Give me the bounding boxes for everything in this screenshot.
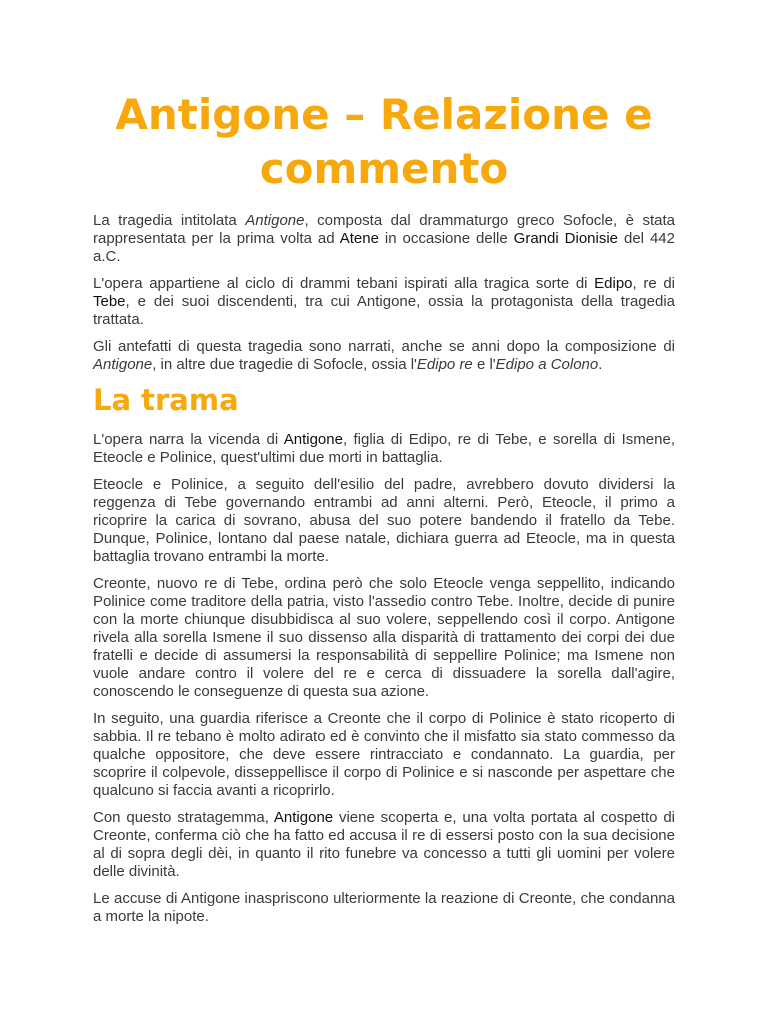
trama-paragraph-3: Creonte, nuovo re di Tebe, ordina però che solo Eteocle venga seppellito, indicando Polinice come traditore della patria, visto l'assedio contro Tebe. Inoltre, decide di punire con la morte chiunque disubbidisca al suo volere, seppellendo così il corpo. Antigone rivela alla sorella Ismene il suo dissenso alla disparità di trattamento dei corpi dei due fratelli e decide di assumersi la responsabilità di seppellire Polinice; ma Ismene non vuole andare contro il volere del re e cerca di dissuadere la sorella dall'agire, conoscendo le conseguenze di questa sua azione.	[93, 575, 675, 700]
trama-paragraph-4: In seguito, una guardia riferisce a Creonte che il corpo di Polinice è stato ricoperto di sabbia. Il re tebano è molto adirato ed è convinto che il misfatto sia stato commesso da qualche oppositore, che deve essere rintracciato e condannato. La guardia, per scoprire il colpevole, disseppellisce il corpo di Polinice e si nasconde per aspettare che qualcuno si faccia avanti a ricoprirlo.	[93, 710, 675, 799]
trama-paragraph-6: Le accuse di Antigone inaspriscono ulteriormente la reazione di Creonte, che condanna a morte la nipote.	[93, 890, 675, 925]
text: del 442 a.C.	[93, 230, 675, 265]
text: La tragedia intitolata	[93, 212, 246, 229]
italic-title: Edipo re	[416, 356, 473, 373]
italic-title: Antigone	[245, 212, 305, 229]
link-atene[interactable]: Atene	[339, 230, 379, 247]
text: , re di	[632, 275, 675, 292]
intro-paragraph-2	[93, 275, 675, 329]
text: L'opera narra la vicenda di	[93, 431, 284, 448]
trama-paragraph-5	[93, 809, 675, 881]
section-heading-trama: La trama	[93, 383, 239, 417]
link-antigone[interactable]: Antigone	[273, 809, 334, 826]
text: Gli antefatti di questa tragedia sono narrati, anche se anni dopo la composizione di	[93, 338, 675, 355]
trama-paragraph-1	[93, 431, 675, 467]
text: , composta dal drammaturgo greco Sofocle, è stata rappresentata per la prima volta ad	[93, 212, 675, 247]
page-title: Antigone – Relazione e commento	[115, 90, 653, 193]
text: , in altre due tragedie di Sofocle, ossia l'	[152, 356, 417, 373]
intro-paragraph-3	[93, 338, 675, 374]
text: Con questo stratagemma,	[93, 809, 274, 826]
text: .	[598, 356, 603, 373]
text: L'opera appartiene al ciclo di drammi tebani ispirati alla tragica sorte di	[93, 275, 595, 292]
text: e l'	[472, 356, 496, 373]
text: in occasione delle	[378, 230, 514, 247]
link-tebe[interactable]: Tebe	[93, 293, 126, 310]
intro-paragraph-1	[93, 212, 675, 266]
trama-paragraph-2: Eteocle e Polinice, a seguito dell'esilio del padre, avrebbero dovuto dividersi la reggenza di Tebe governando entrambi ad anni alterni. Però, Eteocle, il primo a ricoprire la carica di sovrano, abusa del suo potere bandendo il fratello da Tebe. Dunque, Polinice, lontano dal paese natale, dichiara guerra ad Eteocle, ma in questa battaglia trovano entrambi la morte.	[93, 476, 675, 565]
italic-title: Antigone	[93, 356, 153, 373]
text: , e dei suoi discendenti, tra cui Antigone, ossia la protagonista della tragedia trattata.	[93, 293, 675, 328]
link-antigone[interactable]: Antigone	[283, 431, 343, 448]
text: , figlia di Edipo, re di Tebe, e sorella di Ismene, Eteocle e Polinice, quest'ultimi due morti in battaglia.	[93, 431, 675, 466]
italic-title: Edipo a Colono	[495, 356, 599, 373]
link-edipo[interactable]: Edipo	[594, 275, 633, 292]
link-grandi-dionisie[interactable]: Grandi Dionisie	[513, 230, 619, 247]
text: viene scoperta e, una volta portata al cospetto di Creonte, conferma ciò che ha fatto ed accusa il re di essersi posto con la sua decisione al di sopra degli dèi, in quanto il rito funebre va concesso a tutti gli uomini per volere delle divinità.	[93, 809, 675, 880]
